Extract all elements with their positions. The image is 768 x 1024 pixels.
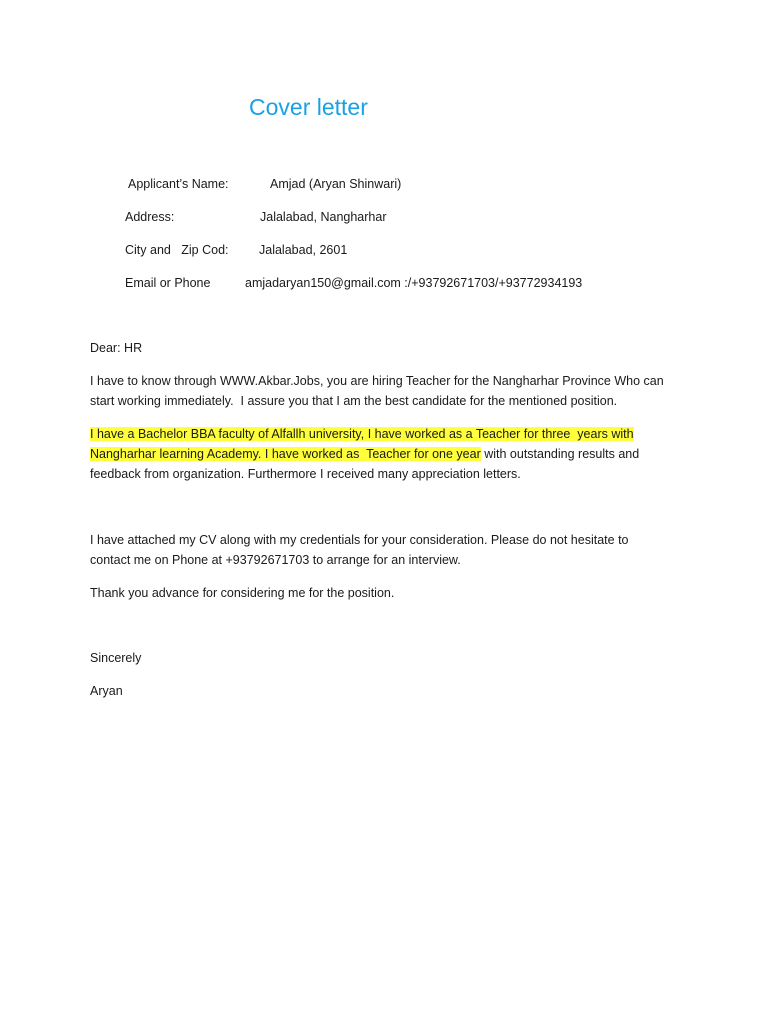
salutation: Dear: HR [90,341,143,355]
highlighted-text: I have a Bachelor BBA faculty of Alfallh university, I have worked as a Teacher for three years with [90,427,634,441]
field-label: Address: [125,210,175,224]
paragraph-line: start working immediately. I assure you that I am the best candidate for the mentioned position. [90,394,618,408]
document-title: Cover letter [249,94,368,120]
paragraph-attachment [90,530,690,570]
field-label: Applicant’s Name: [128,177,229,191]
paragraph-qualifications [90,424,690,484]
paragraph-line: I have attached my CV along with my credentials for your consideration. Please do not hesitate to [90,533,629,547]
field-label: Email or Phone [125,276,211,290]
highlighted-text: Nangharhar learning Academy. I have worked as Teacher for one year [90,447,481,461]
paragraph-line: feedback from organization. Furthermore I received many appreciation letters. [90,467,521,481]
paragraph-line: I have to know through WWW.Akbar.Jobs, you are hiring Teacher for the Nangharhar Province Who can [90,374,664,388]
signature: Aryan [90,684,123,698]
paragraph-text: with outstanding results and [480,447,640,461]
field-value: amjadaryan150@gmail.com :/+93792671703/+93772934193 [245,276,583,290]
paragraph-thanks: Thank you advance for considering me for the position. [90,586,395,600]
field-label: City and Zip Cod: [125,243,229,257]
paragraph-intro [90,371,690,411]
closing: Sincerely [90,651,142,665]
field-value: Jalalabad, Nangharhar [260,210,387,224]
field-value: Jalalabad, 2601 [259,243,348,257]
field-value: Amjad (Aryan Shinwari) [270,177,402,191]
paragraph-line: contact me on Phone at +93792671703 to arrange for an interview. [90,553,461,567]
